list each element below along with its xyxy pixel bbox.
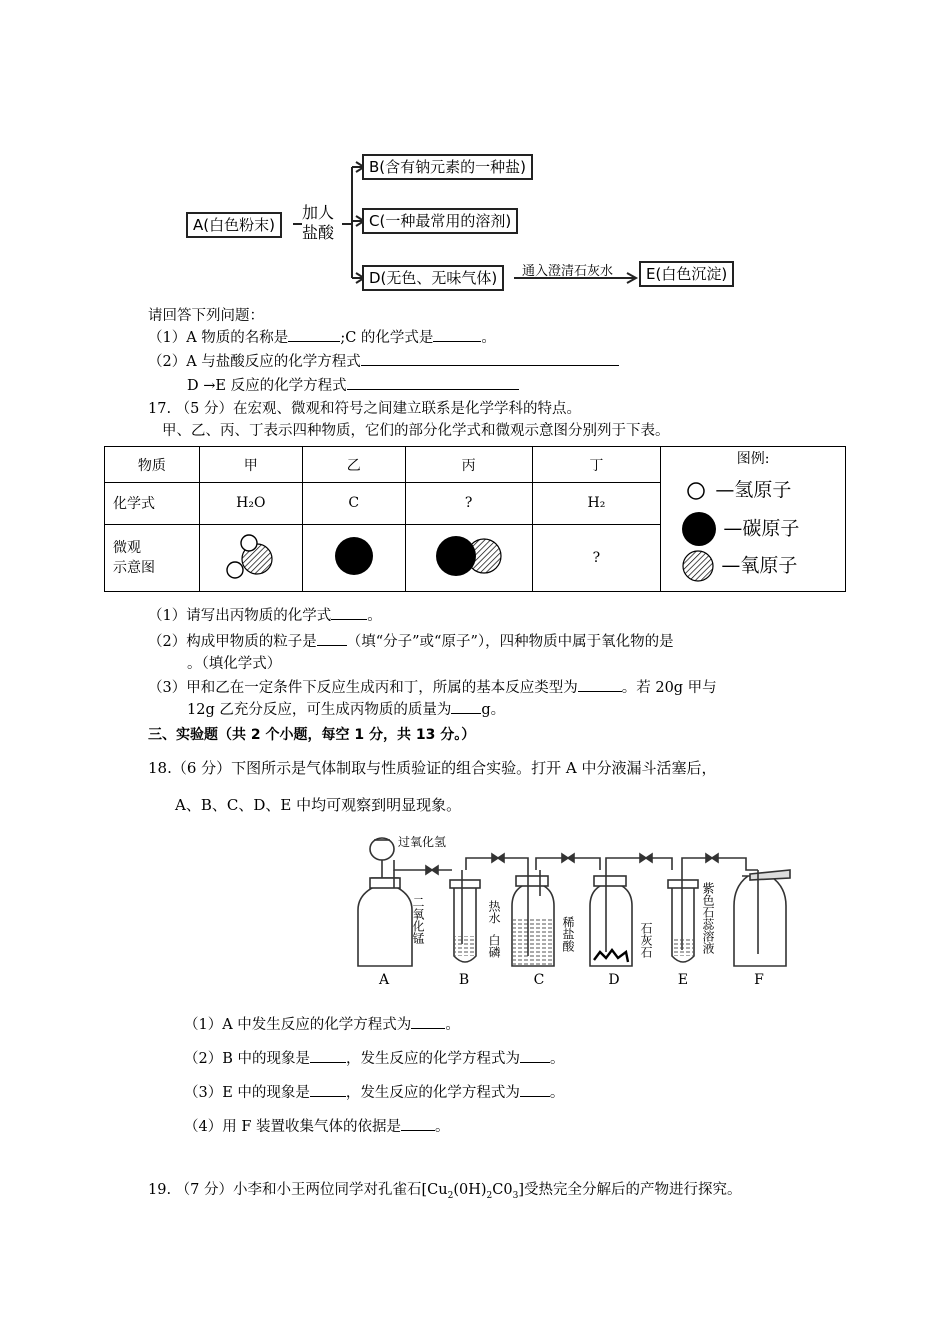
carbon-atom-diagram-icon xyxy=(332,534,376,578)
q18-sub2 xyxy=(184,1047,565,1068)
q18-stem2: A、B、C、D、E 中均可观察到明显现象。 xyxy=(175,796,462,814)
q18-blank-e-equation[interactable] xyxy=(520,1082,550,1098)
q18-sub2-text-a: （2）B 中的现象是 xyxy=(184,1051,310,1067)
apparatus-b-phosphorus: 白磷 xyxy=(487,934,501,958)
q19-sub-2a: 2 xyxy=(447,1190,454,1201)
apparatus-letter-f: F xyxy=(754,972,764,988)
flow-reagent-top: 加人 xyxy=(302,203,335,222)
table-header-bing: 丙 xyxy=(405,447,532,483)
q18-sub4-end: 。 xyxy=(435,1119,450,1135)
apparatus-d-reagent: 石灰石 xyxy=(639,922,653,958)
apparatus-b-water: 热水 xyxy=(487,900,501,924)
q18-sub2-end: 。 xyxy=(550,1051,565,1067)
q19-stem-c: C0 xyxy=(492,1182,513,1198)
carbon-atom-icon xyxy=(681,511,717,547)
q18-sub4 xyxy=(184,1115,450,1136)
apparatus-c-reagent: 稀盐酸 xyxy=(561,916,575,952)
q17-sub2-text-b: （填“分子”或“原子”），四种物质中属于氧化物的是 xyxy=(346,634,674,650)
apparatus-letter-b: B xyxy=(458,972,470,988)
table-header-row xyxy=(105,447,846,483)
q17-desc: 甲、乙、丙、丁表示四种物质，它们的部分化学式和微观示意图分别列于下表。 xyxy=(162,423,670,439)
q16-sub1 xyxy=(148,326,496,347)
q17-blank-particle[interactable] xyxy=(317,631,347,647)
q17-sub3-text-b: 。若 20g 甲与 xyxy=(621,680,717,696)
q17-stem: 17. （5 分）在宏观、微观和符号之间建立联系是化学学科的特点。 xyxy=(148,401,582,417)
q18-blank-b-phenomenon[interactable] xyxy=(310,1048,346,1064)
flow-d-box: D(无色、无味气体) xyxy=(362,265,504,291)
q17-sub3-text-d: g。 xyxy=(481,702,506,718)
legend-carbon-label: —碳原子 xyxy=(723,517,800,540)
formula-yi: C xyxy=(302,483,405,524)
q17-sub3 xyxy=(148,676,717,697)
micro-label-line2: 示意图 xyxy=(113,559,155,576)
oxygen-atom-icon xyxy=(681,549,715,583)
q17-blank-reaction-type[interactable] xyxy=(578,677,622,693)
q16-sub3 xyxy=(187,374,519,395)
q18-sub1 xyxy=(184,1013,460,1034)
q18-sub1-text: （1）A 中发生反应的化学方程式为 xyxy=(184,1017,412,1033)
q16-sub1-text-c: 。 xyxy=(481,330,496,346)
flow-arrow-label: 通入澄清石灰水 xyxy=(522,264,614,279)
apparatus-letter-d: D xyxy=(608,972,620,988)
q18-sub2-text-b: ，发生反应的化学方程式为 xyxy=(346,1051,520,1067)
flow-a-box: A(白色粉末) xyxy=(186,212,282,238)
q18-sub1-end: 。 xyxy=(445,1017,460,1033)
micro-label-line1: 微观 xyxy=(113,539,141,556)
hydrogen-atom-icon xyxy=(683,478,709,504)
q17-sub1 xyxy=(148,604,382,625)
formula-jia: H₂O xyxy=(199,483,302,524)
q18-sub3-text-b: ，发生反应的化学方程式为 xyxy=(345,1085,520,1101)
q18-blank-e-phenomenon[interactable] xyxy=(310,1082,346,1098)
q17-sub3-cont xyxy=(187,698,505,719)
micro-bing xyxy=(405,524,532,591)
q17-blank-mass[interactable] xyxy=(451,699,481,715)
water-molecule-icon xyxy=(221,528,281,584)
micro-yi xyxy=(302,524,405,591)
q16-sub2-text: （2）A 与盐酸反应的化学方程式 xyxy=(148,354,361,370)
apparatus-e-reagent: 紫色石蕊溶液 xyxy=(701,882,715,954)
formula-ding: H₂ xyxy=(532,483,661,524)
formula-label: 化学式 xyxy=(105,483,200,524)
q16-sub2 xyxy=(148,350,619,371)
micro-label xyxy=(105,524,200,591)
co-molecule-icon xyxy=(429,533,509,579)
table-header-jia: 甲 xyxy=(199,447,302,483)
q19-stem-d: ]受热完全分解后的产物进行探究。 xyxy=(518,1182,742,1198)
legend-oxygen-label: —氧原子 xyxy=(721,554,798,577)
legend-hydrogen-label: —氢原子 xyxy=(715,479,792,501)
legend-hydrogen xyxy=(683,475,791,504)
q16-blank-equation-de[interactable] xyxy=(347,375,519,391)
table-header-substance: 物质 xyxy=(105,447,200,483)
q17-sub3-text-c: 12g 乙充分反应，可生成丙物质的质量为 xyxy=(187,702,452,718)
q18-blank-f-basis[interactable] xyxy=(401,1116,435,1132)
section-3-heading: 三、实验题（共 2 个小题，每空 1 分，共 13 分。） xyxy=(148,727,476,743)
q16-blank-equation-a[interactable] xyxy=(361,351,619,367)
q16-sub3-text: D →E 反应的化学方程式 xyxy=(187,378,347,394)
q17-sub2-cont: 。（填化学式） xyxy=(187,656,282,672)
apparatus-a-reagent: 二氧化锰 xyxy=(411,896,425,944)
apparatus-letter-a: A xyxy=(378,972,390,988)
apparatus-diagram xyxy=(350,826,810,998)
micro-ding: ? xyxy=(532,524,661,591)
table-header-yi: 乙 xyxy=(302,447,405,483)
substance-table xyxy=(104,446,846,592)
apparatus-funnel-label: 过氧化氢 xyxy=(398,835,447,849)
legend-carbon xyxy=(681,511,799,547)
q17-sub1-text: （1）请写出丙物质的化学式 xyxy=(148,608,332,624)
q17-sub1-end: 。 xyxy=(367,608,382,624)
micro-jia xyxy=(199,524,302,591)
q16-sub1-text-a: （1）A 物质的名称是 xyxy=(148,330,289,346)
q17-blank-bing-formula[interactable] xyxy=(331,605,367,621)
q17-sub2-text-a: （2）构成甲物质的粒子是 xyxy=(148,634,317,650)
legend-cell xyxy=(661,447,846,592)
q18-sub3-end: 。 xyxy=(549,1085,565,1101)
q16-blank-a-name[interactable] xyxy=(288,327,340,343)
q18-stem: 18.（6 分）下图所示是气体制取与性质验证的组合实验。打开 A 中分液漏斗活塞后， xyxy=(148,759,717,777)
q19-sub-2b: 2 xyxy=(486,1190,493,1201)
flow-c-box: C(一种最常用的溶剂) xyxy=(362,208,518,234)
q18-sub3 xyxy=(184,1081,564,1102)
legend-title: 图例: xyxy=(736,451,770,467)
q16-blank-c-formula[interactable] xyxy=(433,327,481,343)
flow-reagent-bottom: 盐酸 xyxy=(302,223,335,242)
q19-stem-b: (0H) xyxy=(453,1182,487,1198)
flow-e-box: E(白色沉淀) xyxy=(639,261,734,287)
q16-sub1-text-b: ;C 的化学式是 xyxy=(340,330,434,346)
q19-sub-3: 3 xyxy=(512,1190,519,1201)
q17-sub3-text-a: （3）甲和乙在一定条件下反应生成丙和丁，所属的基本反应类型为 xyxy=(148,680,578,696)
q18-blank-b-equation[interactable] xyxy=(520,1048,550,1064)
q18-sub3-text-a: （3）E 中的现象是 xyxy=(184,1085,310,1101)
q19-stem-a: 19. （7 分）小李和小王两位同学对孔雀石[Cu xyxy=(148,1182,448,1198)
flow-b-box: B(含有钠元素的一种盐) xyxy=(362,154,533,180)
q19-stem xyxy=(148,1178,741,1201)
q17-sub2 xyxy=(148,630,674,651)
q18-blank-a-equation[interactable] xyxy=(411,1014,445,1030)
q18-sub4-text: （4）用 F 装置收集气体的依据是 xyxy=(184,1119,402,1135)
table-header-ding: 丁 xyxy=(532,447,661,483)
q16-intro: 请回答下列问题： xyxy=(148,308,264,324)
flow-reagent xyxy=(302,203,334,243)
formula-bing: ? xyxy=(405,483,532,524)
apparatus-letter-c: C xyxy=(533,972,545,988)
apparatus-letter-e: E xyxy=(677,972,689,988)
legend-oxygen xyxy=(681,549,797,583)
